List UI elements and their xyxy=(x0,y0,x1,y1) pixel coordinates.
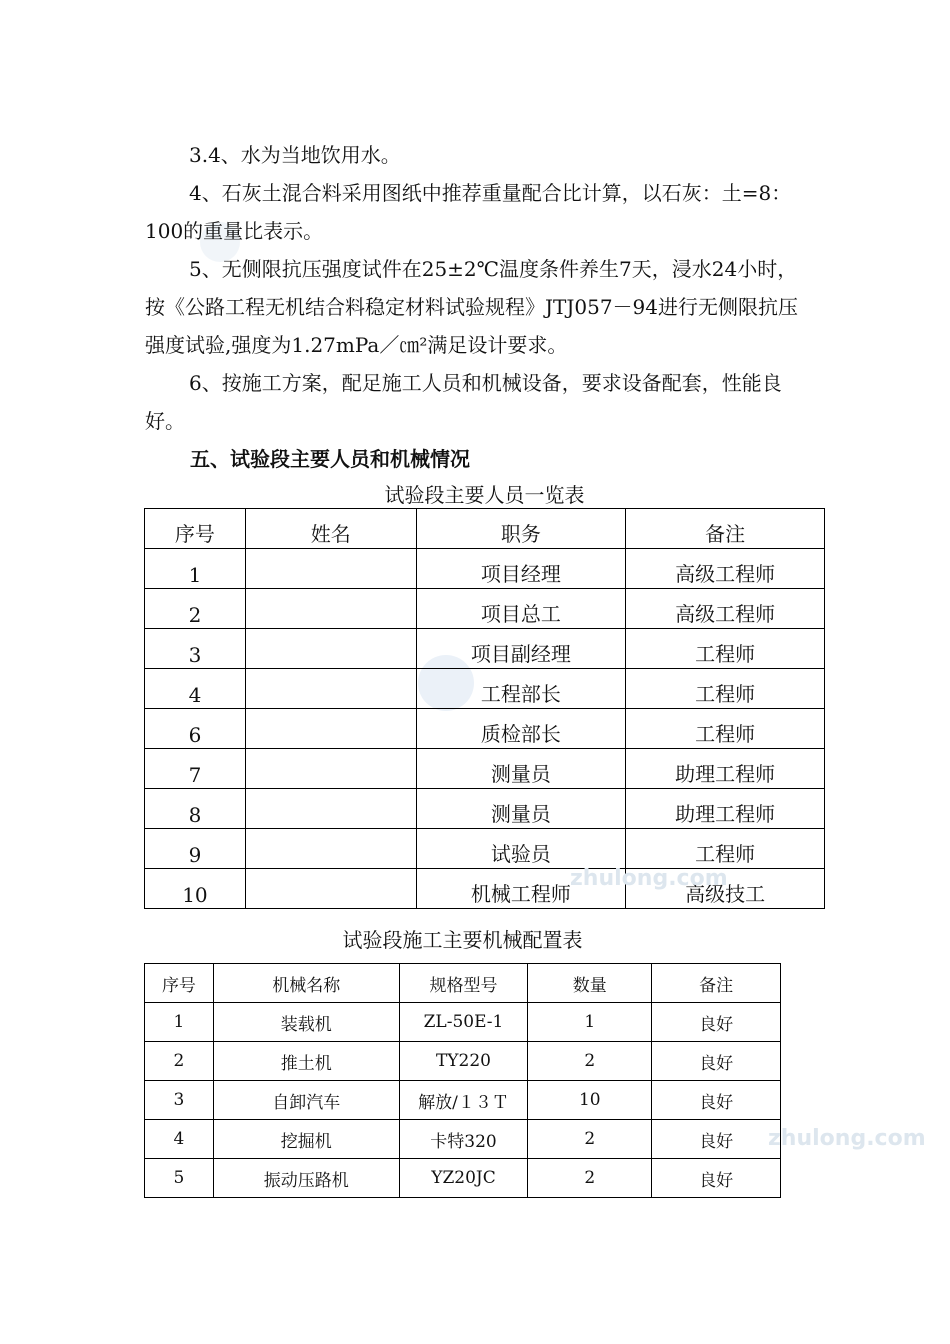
table-cell: 质检部长 xyxy=(416,709,626,749)
table-cell: TY220 xyxy=(399,1042,528,1081)
paragraph-mix-ratio: 4、石灰土混合料采用图纸中推荐重量配合比计算，以石灰：土=8：100的重量比表示。 xyxy=(145,181,792,243)
table-cell: 9 xyxy=(145,829,246,869)
table-cell: 4 xyxy=(145,669,246,709)
table-cell: 良好 xyxy=(652,1081,781,1120)
table-row xyxy=(145,629,825,669)
paragraph-water: 3.4、水为当地饮用水。 xyxy=(189,143,401,167)
table-cell: 工程师 xyxy=(626,629,825,669)
table-cell: 2 xyxy=(528,1159,652,1198)
section-heading: 五、试验段主要人员和机械情况 xyxy=(190,447,470,471)
table-cell: 高级工程师 xyxy=(626,589,825,629)
table-row xyxy=(145,749,825,789)
watermark-text: zhulong.com xyxy=(570,866,728,891)
header-cell: 职务 xyxy=(416,509,626,549)
table-cell: 工程部长 xyxy=(416,669,626,709)
table-cell: 推土机 xyxy=(213,1042,399,1081)
table-row xyxy=(145,789,825,829)
table-cell xyxy=(245,589,416,629)
header-cell: 序号 xyxy=(145,509,246,549)
table-row xyxy=(145,589,825,629)
header-cell: 机械名称 xyxy=(213,964,399,1003)
table-cell: 10 xyxy=(145,869,246,909)
table-cell: 良好 xyxy=(652,1159,781,1198)
table-cell xyxy=(245,549,416,589)
table-cell: 3 xyxy=(145,629,246,669)
table-row xyxy=(145,1120,781,1159)
table-cell: 2 xyxy=(528,1042,652,1081)
header-cell: 序号 xyxy=(145,964,214,1003)
table-cell: 工程师 xyxy=(626,829,825,869)
table-row xyxy=(145,829,825,869)
table-cell: 测量员 xyxy=(416,789,626,829)
table-cell: 7 xyxy=(145,749,246,789)
table-cell: ZL-50E-1 xyxy=(399,1003,528,1042)
table-cell: 挖掘机 xyxy=(213,1120,399,1159)
table-cell: 机械工程师 xyxy=(416,869,626,909)
table-cell: 5 xyxy=(145,1159,214,1198)
table-cell: 2 xyxy=(145,589,246,629)
staff-table xyxy=(144,508,825,909)
table-cell: 高级工程师 xyxy=(626,549,825,589)
table-cell: 1 xyxy=(145,1003,214,1042)
paragraph-construction-plan: 6、按施工方案，配足施工人员和机械设备，要求设备配套，性能良好。 xyxy=(145,371,782,433)
table-cell: 测量员 xyxy=(416,749,626,789)
header-cell: 规格型号 xyxy=(399,964,528,1003)
table-cell: 试验员 xyxy=(416,829,626,869)
table-cell: 良好 xyxy=(652,1120,781,1159)
table-cell: 2 xyxy=(528,1120,652,1159)
table-cell xyxy=(245,629,416,669)
table-cell xyxy=(245,869,416,909)
header-cell: 备注 xyxy=(652,964,781,1003)
table-cell: 工程师 xyxy=(626,709,825,749)
table-row xyxy=(145,1003,781,1042)
table-cell: 2 xyxy=(145,1042,214,1081)
table-cell: 4 xyxy=(145,1120,214,1159)
table-row xyxy=(145,549,825,589)
table-cell: 卡特320 xyxy=(399,1120,528,1159)
table-cell: 助理工程师 xyxy=(626,749,825,789)
table-cell: 自卸汽车 xyxy=(213,1081,399,1120)
table-cell: 高级技工 xyxy=(626,869,825,909)
header-cell: 姓名 xyxy=(245,509,416,549)
table-cell xyxy=(245,829,416,869)
paragraph-strength-test: 5、无侧限抗压强度试件在25±2℃温度条件养生7天，浸水24小时，按《公路工程无机结合料稳定材料试验规程》JTJ057－94进行无侧限抗压强度试验,强度为1.27mPa／㎝²满足设计要求。 xyxy=(145,257,798,357)
table-cell: 振动压路机 xyxy=(213,1159,399,1198)
table-row xyxy=(145,1159,781,1198)
equipment-table xyxy=(144,963,781,1198)
table-row xyxy=(145,869,825,909)
table-row xyxy=(145,709,825,749)
table-cell: 助理工程师 xyxy=(626,789,825,829)
header-cell: 备注 xyxy=(626,509,825,549)
table-cell: 1 xyxy=(528,1003,652,1042)
table-cell: 解放/１３Ｔ xyxy=(399,1081,528,1120)
table-row xyxy=(145,1042,781,1081)
watermark-text: zhulong.com xyxy=(768,1126,926,1151)
table-cell: 项目总工 xyxy=(416,589,626,629)
staff-table-caption: 试验段主要人员一览表 xyxy=(384,483,585,507)
table-cell: 3 xyxy=(145,1081,214,1120)
table-cell: YZ20JC xyxy=(399,1159,528,1198)
table-cell xyxy=(245,709,416,749)
table-cell xyxy=(245,789,416,829)
table-cell: 6 xyxy=(145,709,246,749)
equipment-table-caption: 试验段施工主要机械配置表 xyxy=(342,928,583,952)
table-cell: 10 xyxy=(528,1081,652,1120)
table-cell: 1 xyxy=(145,549,246,589)
table-cell: 工程师 xyxy=(626,669,825,709)
table-cell: 项目副经理 xyxy=(416,629,626,669)
table-header-row xyxy=(145,964,781,1003)
table-cell xyxy=(245,749,416,789)
table-cell: 装载机 xyxy=(213,1003,399,1042)
table-row xyxy=(145,669,825,709)
table-cell: 8 xyxy=(145,789,246,829)
table-cell: 良好 xyxy=(652,1042,781,1081)
table-header-row xyxy=(145,509,825,549)
table-row xyxy=(145,1081,781,1120)
table-cell: 良好 xyxy=(652,1003,781,1042)
table-cell: 项目经理 xyxy=(416,549,626,589)
header-cell: 数量 xyxy=(528,964,652,1003)
table-cell xyxy=(245,669,416,709)
